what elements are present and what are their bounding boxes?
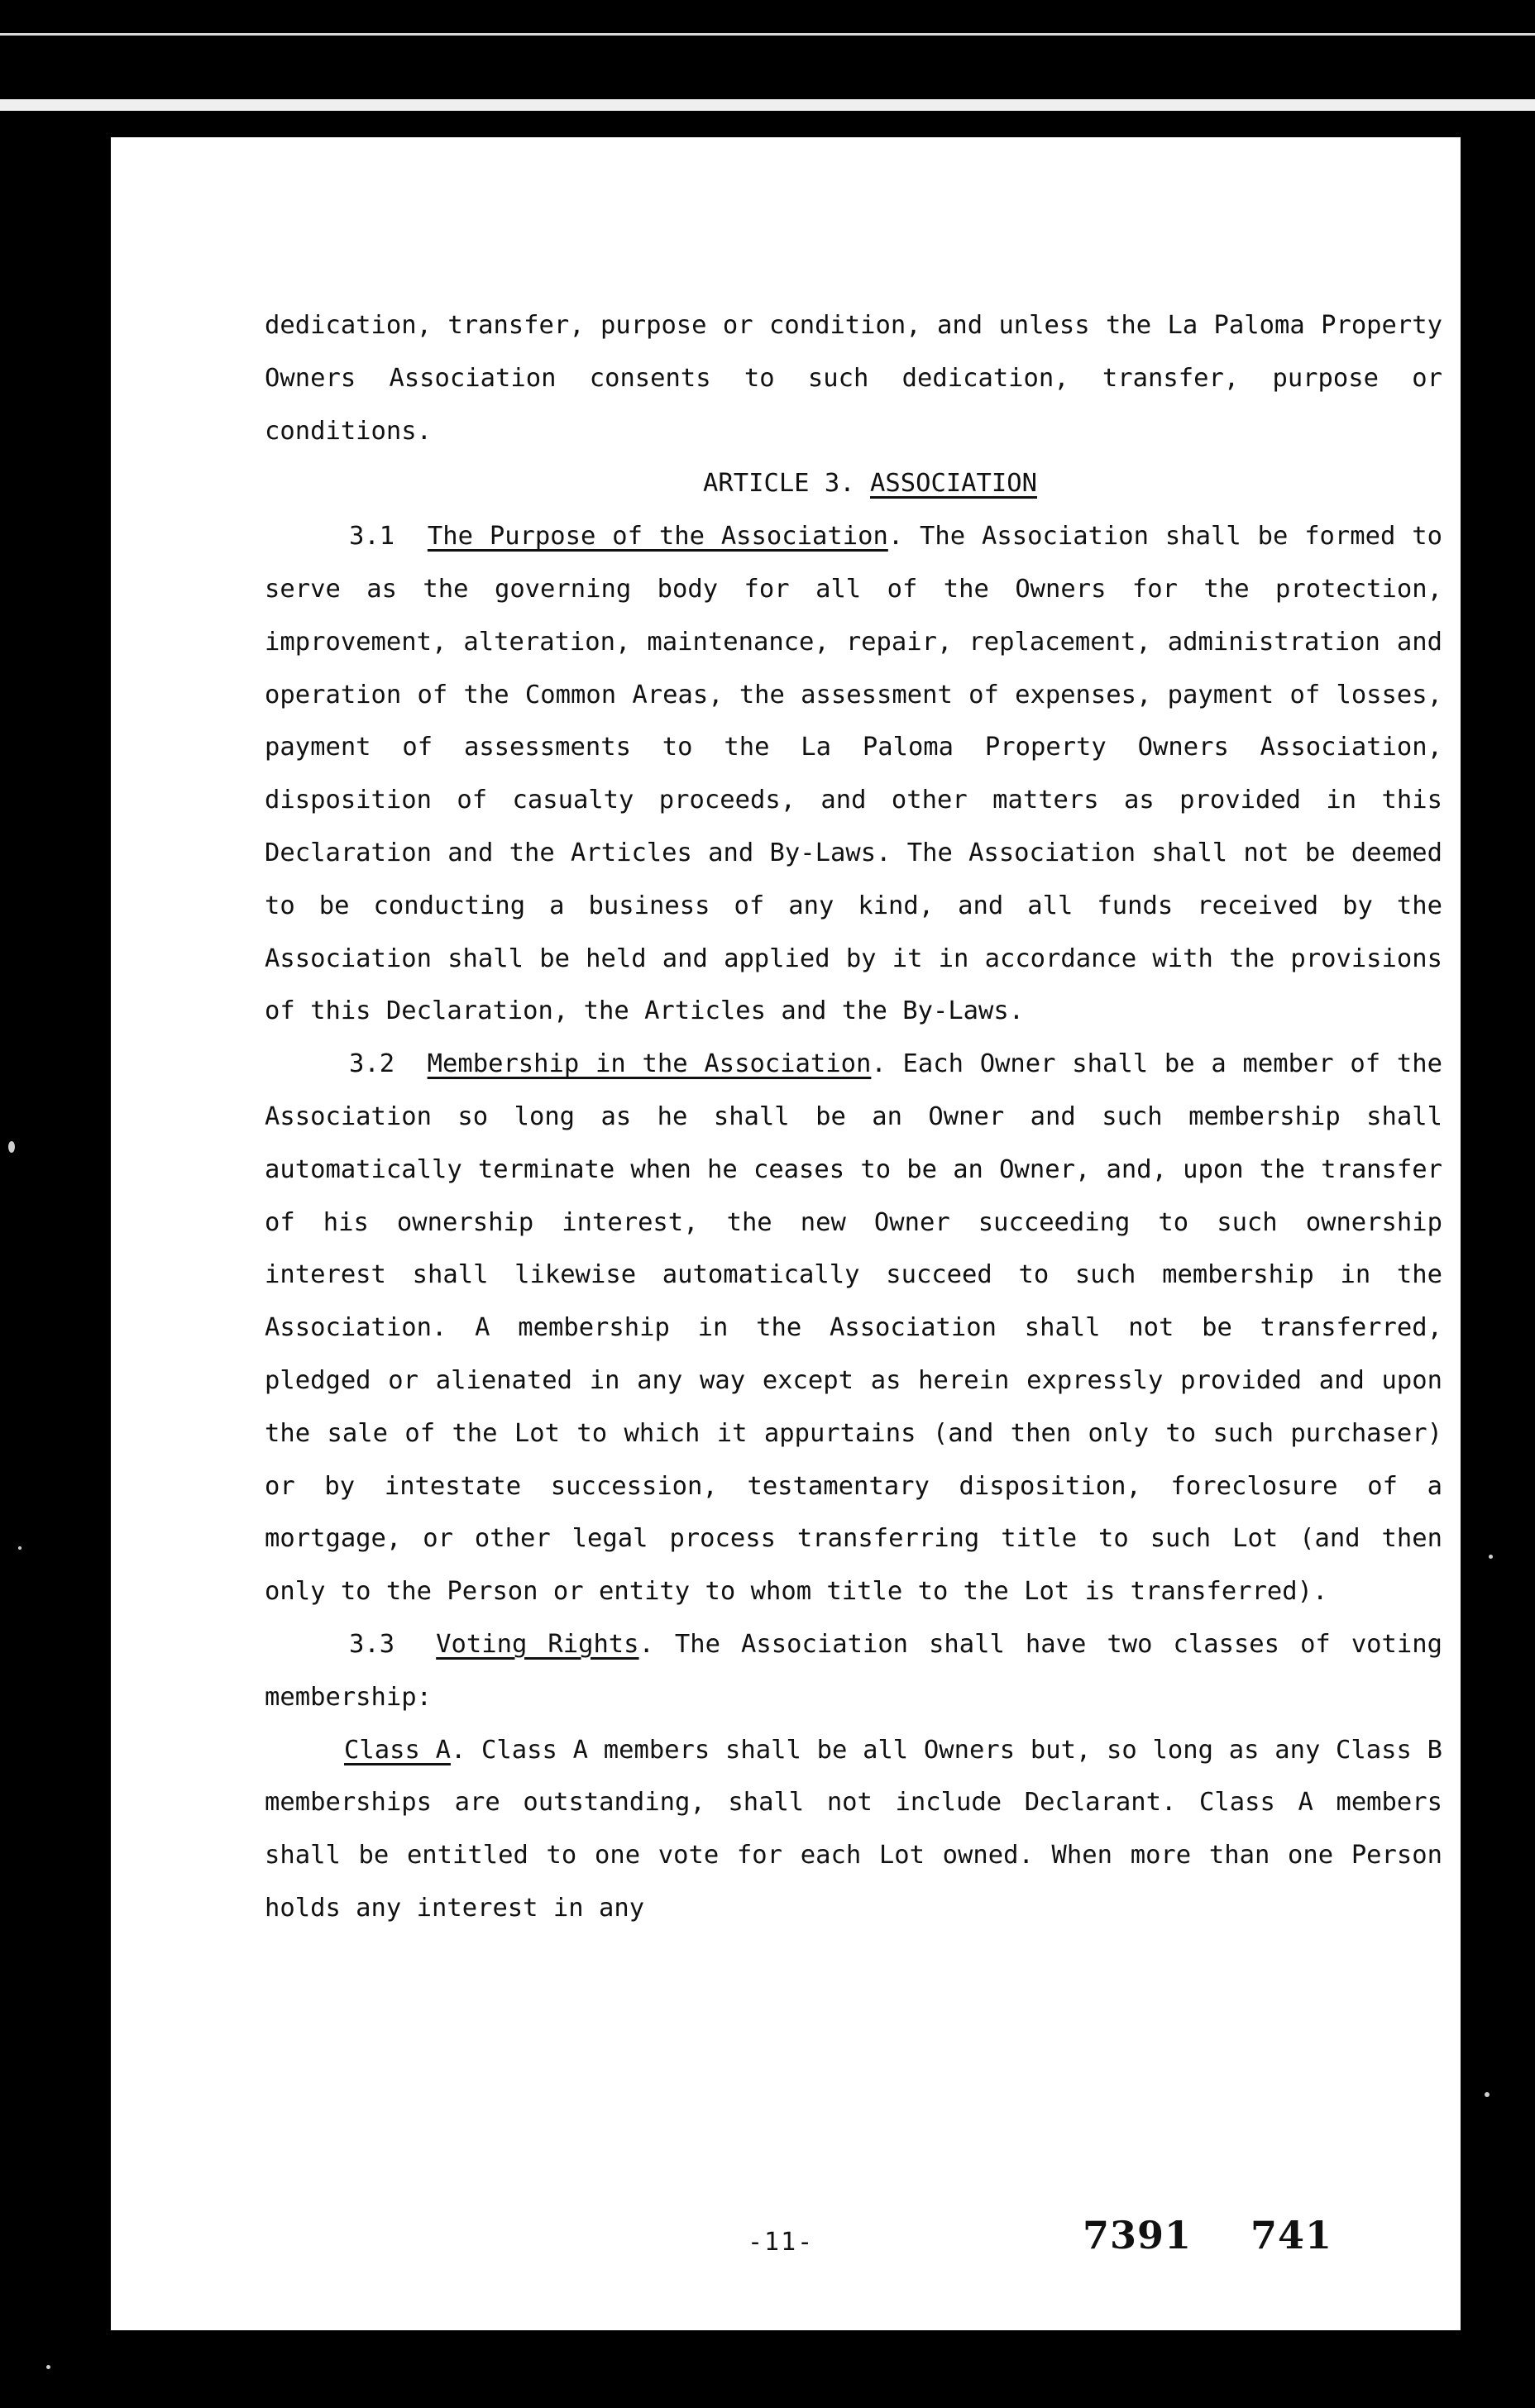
section-3-3 (265, 1618, 1442, 1724)
scan-top-band (0, 99, 1535, 111)
section-body: . The Association shall have two classes of voting membership: (265, 1629, 1442, 1712)
class-a-title: Class A (344, 1735, 451, 1765)
scan-speck (46, 2365, 50, 2369)
article-heading (265, 457, 1442, 510)
scan-top-border (0, 0, 1535, 108)
article-title: ASSOCIATION (870, 469, 1037, 499)
article-prefix: ARTICLE 3. (703, 469, 870, 499)
recording-stamp-page: 741 (1250, 2213, 1333, 2258)
intro-text: dedication, transfer, purpose or condition, and unless the La Paloma Property Owners Association consents to such dedication, transfer, purpose or conditions. (265, 311, 1442, 446)
document-text (265, 299, 1442, 1935)
scan-speck (8, 1141, 15, 1153)
class-a-body: . Class A members shall be all Owners but, so long as any Class B memberships are outstanding, shall not include Declarant. Class A members shall be entitled to one vote for each Lot owned. When more than one Person holds any interest in any (265, 1735, 1442, 1923)
section-3-1 (265, 510, 1442, 1038)
section-3-2 (265, 1038, 1442, 1618)
section-number: 3.3 (349, 1629, 395, 1659)
intro-paragraph (265, 299, 1442, 457)
section-title: Membership in the Association (427, 1049, 872, 1079)
scan-speck (18, 1546, 22, 1550)
section-body: . The Association shall be formed to serve as the governing body for all of the Owners for the protection, improvement, alteration, maintenance, repair, replacement, administration and operation of the Common Areas, the assessment of expenses, payment of losses, payment of assessments to the La Paloma Property Owners Association, disposition of casualty proceeds, and other matters as provided in this Declaration and the Articles and By-Laws. The Association shall not be deemed to be conducting a business of any kind, and all funds received by the Association shall be held and applied by it in accordance with the provisions of this Declaration, the Articles and the By-Laws. (265, 522, 1442, 1026)
scan-speck (1485, 2092, 1490, 2097)
page-number: -11- (748, 2228, 815, 2257)
recording-stamp-book: 7391 (1083, 2213, 1193, 2258)
section-number: 3.2 (349, 1049, 395, 1079)
section-body: . Each Owner shall be a member of the Association so long as he shall be an Owner and such membership shall automatically terminate when he ceases to be an Owner, and, upon the transfer of his ownership interest, the new Owner succeeding to such ownership interest shall likewise automatically succeed to such membership in the Association. A membership in the Association shall not be transferred, pledged or alienated in any way except as herein expressly provided and upon the sale of the Lot to which it appurtains (and then only to such purchaser) or by intestate succession, testamentary disposition, foreclosure of a mortgage, or other legal process transferring title to such Lot (and then only to the Person or entity to whom title to the Lot is transferred). (265, 1049, 1442, 1607)
section-number: 3.1 (349, 522, 395, 552)
class-a-paragraph (265, 1724, 1442, 1935)
scan-top-line (0, 33, 1535, 36)
section-title: Voting Rights (436, 1629, 639, 1659)
scan-speck (1489, 1555, 1493, 1559)
document-page (111, 137, 1461, 2330)
section-title: The Purpose of the Association (427, 522, 888, 552)
